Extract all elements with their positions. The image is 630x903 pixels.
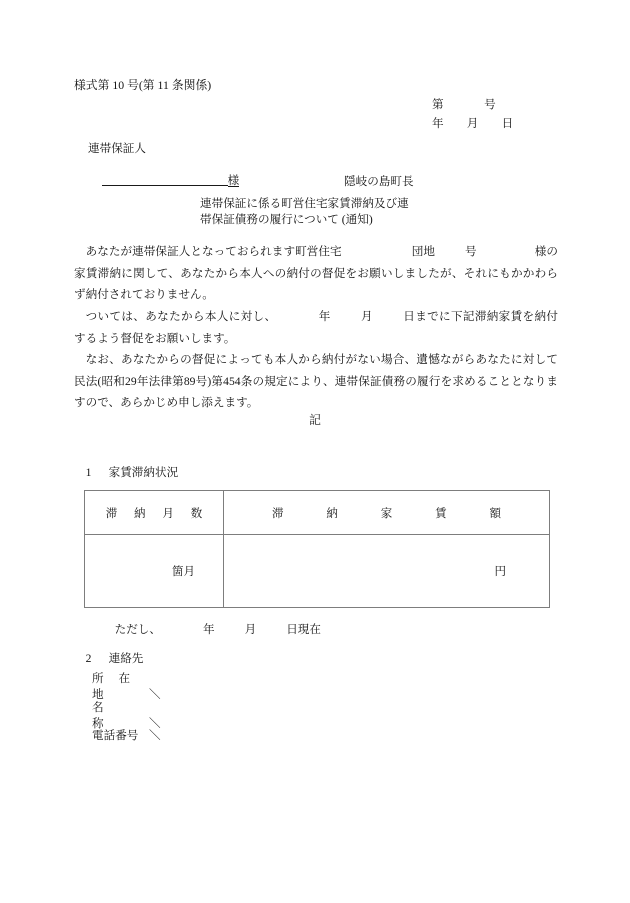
arrears-table — [84, 490, 550, 608]
amount-unit: 円 — [494, 566, 506, 578]
contact-address-value[interactable]: ＼ — [149, 688, 161, 701]
item-1-title: 家賃滞納状況 — [108, 465, 179, 479]
addressee-underline — [102, 172, 228, 186]
note-year: 年 — [202, 622, 215, 636]
paragraph-1-rest: の家賃滞納に関して、あなたから本人への納付の督促をお願いしましたが、それにもかかわらず納付されておりません。 — [74, 245, 558, 301]
contact-phone-label: 電話番号 — [92, 729, 139, 742]
contact-name-value[interactable]: ＼ — [149, 717, 161, 730]
body-paragraph-2 — [74, 306, 558, 349]
body-paragraph-1 — [74, 241, 558, 306]
item-2-number: 2 — [85, 651, 92, 665]
months-unit: 箇月 — [172, 566, 195, 578]
paragraph-2-month: 月 — [360, 310, 373, 323]
table-header-row — [85, 491, 550, 535]
contact-phone-value[interactable]: ＼ — [149, 729, 161, 742]
contact-phone-row — [92, 727, 161, 743]
item-2-title: 連絡先 — [108, 651, 144, 665]
contact-name-label: 名 称 — [92, 701, 120, 730]
table-row — [85, 535, 550, 608]
note-month: 月 — [244, 622, 257, 636]
addressee-suffix: 様 — [227, 173, 240, 187]
ki-mark: 記 — [309, 413, 321, 427]
document-date-line: 年 月 日 — [432, 117, 514, 130]
paragraph-1-lead: あなたが連帯保証人となっておられます町営住宅 — [85, 245, 342, 258]
item-1-number: 1 — [85, 465, 92, 479]
contact-address-label: 所 在 地 — [92, 672, 137, 701]
table-cell-months[interactable] — [85, 535, 224, 608]
form-number: 様式第 10 号(第 11 条関係) — [74, 78, 212, 92]
addressee-name-blank — [90, 160, 239, 199]
issuer-name: 隠岐の島町長 — [344, 175, 414, 188]
paragraph-3-text: なお、あなたからの督促によっても本人から納付がない場合、遺憾ながらあなたに対して民法(昭和29年法律第89号)第454条の規定により、連帯保証債務の履行を求めることとなりますので、あらかじめ申し添えます。 — [74, 353, 558, 409]
paragraph-2-lead: ついては、あなたから本人に対し、 — [85, 310, 277, 323]
contact-address-row — [92, 670, 161, 702]
table-cell-amount[interactable] — [224, 535, 550, 608]
paragraph-2-year: 年 — [318, 310, 331, 323]
addressee-label: 連帯保証人 — [88, 142, 146, 155]
paragraph-1-danchi: 団地 — [411, 245, 435, 258]
subject-line-1: 連帯保証に係る町営住宅家賃滞納及び連 — [200, 197, 409, 210]
paragraph-1-sama: 様 — [534, 245, 547, 258]
table-header-amount: 滞 納 家 賃 額 — [224, 491, 550, 535]
paragraph-1-go: 号 — [464, 245, 477, 258]
body-paragraph-3 — [74, 349, 558, 414]
document-number-line: 第 号 — [432, 98, 496, 111]
table-header-months: 滞 納 月 数 — [85, 491, 224, 535]
note-prefix: ただし、 — [114, 622, 161, 636]
subject-line-2: 帯保証債務の履行について (通知) — [200, 213, 373, 226]
paragraph-2-rest: 日までに下記滞納家賃を納付するよう督促をお願いします。 — [74, 310, 558, 345]
item-1-heading — [74, 455, 178, 490]
note-suffix: 日現在 — [286, 622, 321, 636]
